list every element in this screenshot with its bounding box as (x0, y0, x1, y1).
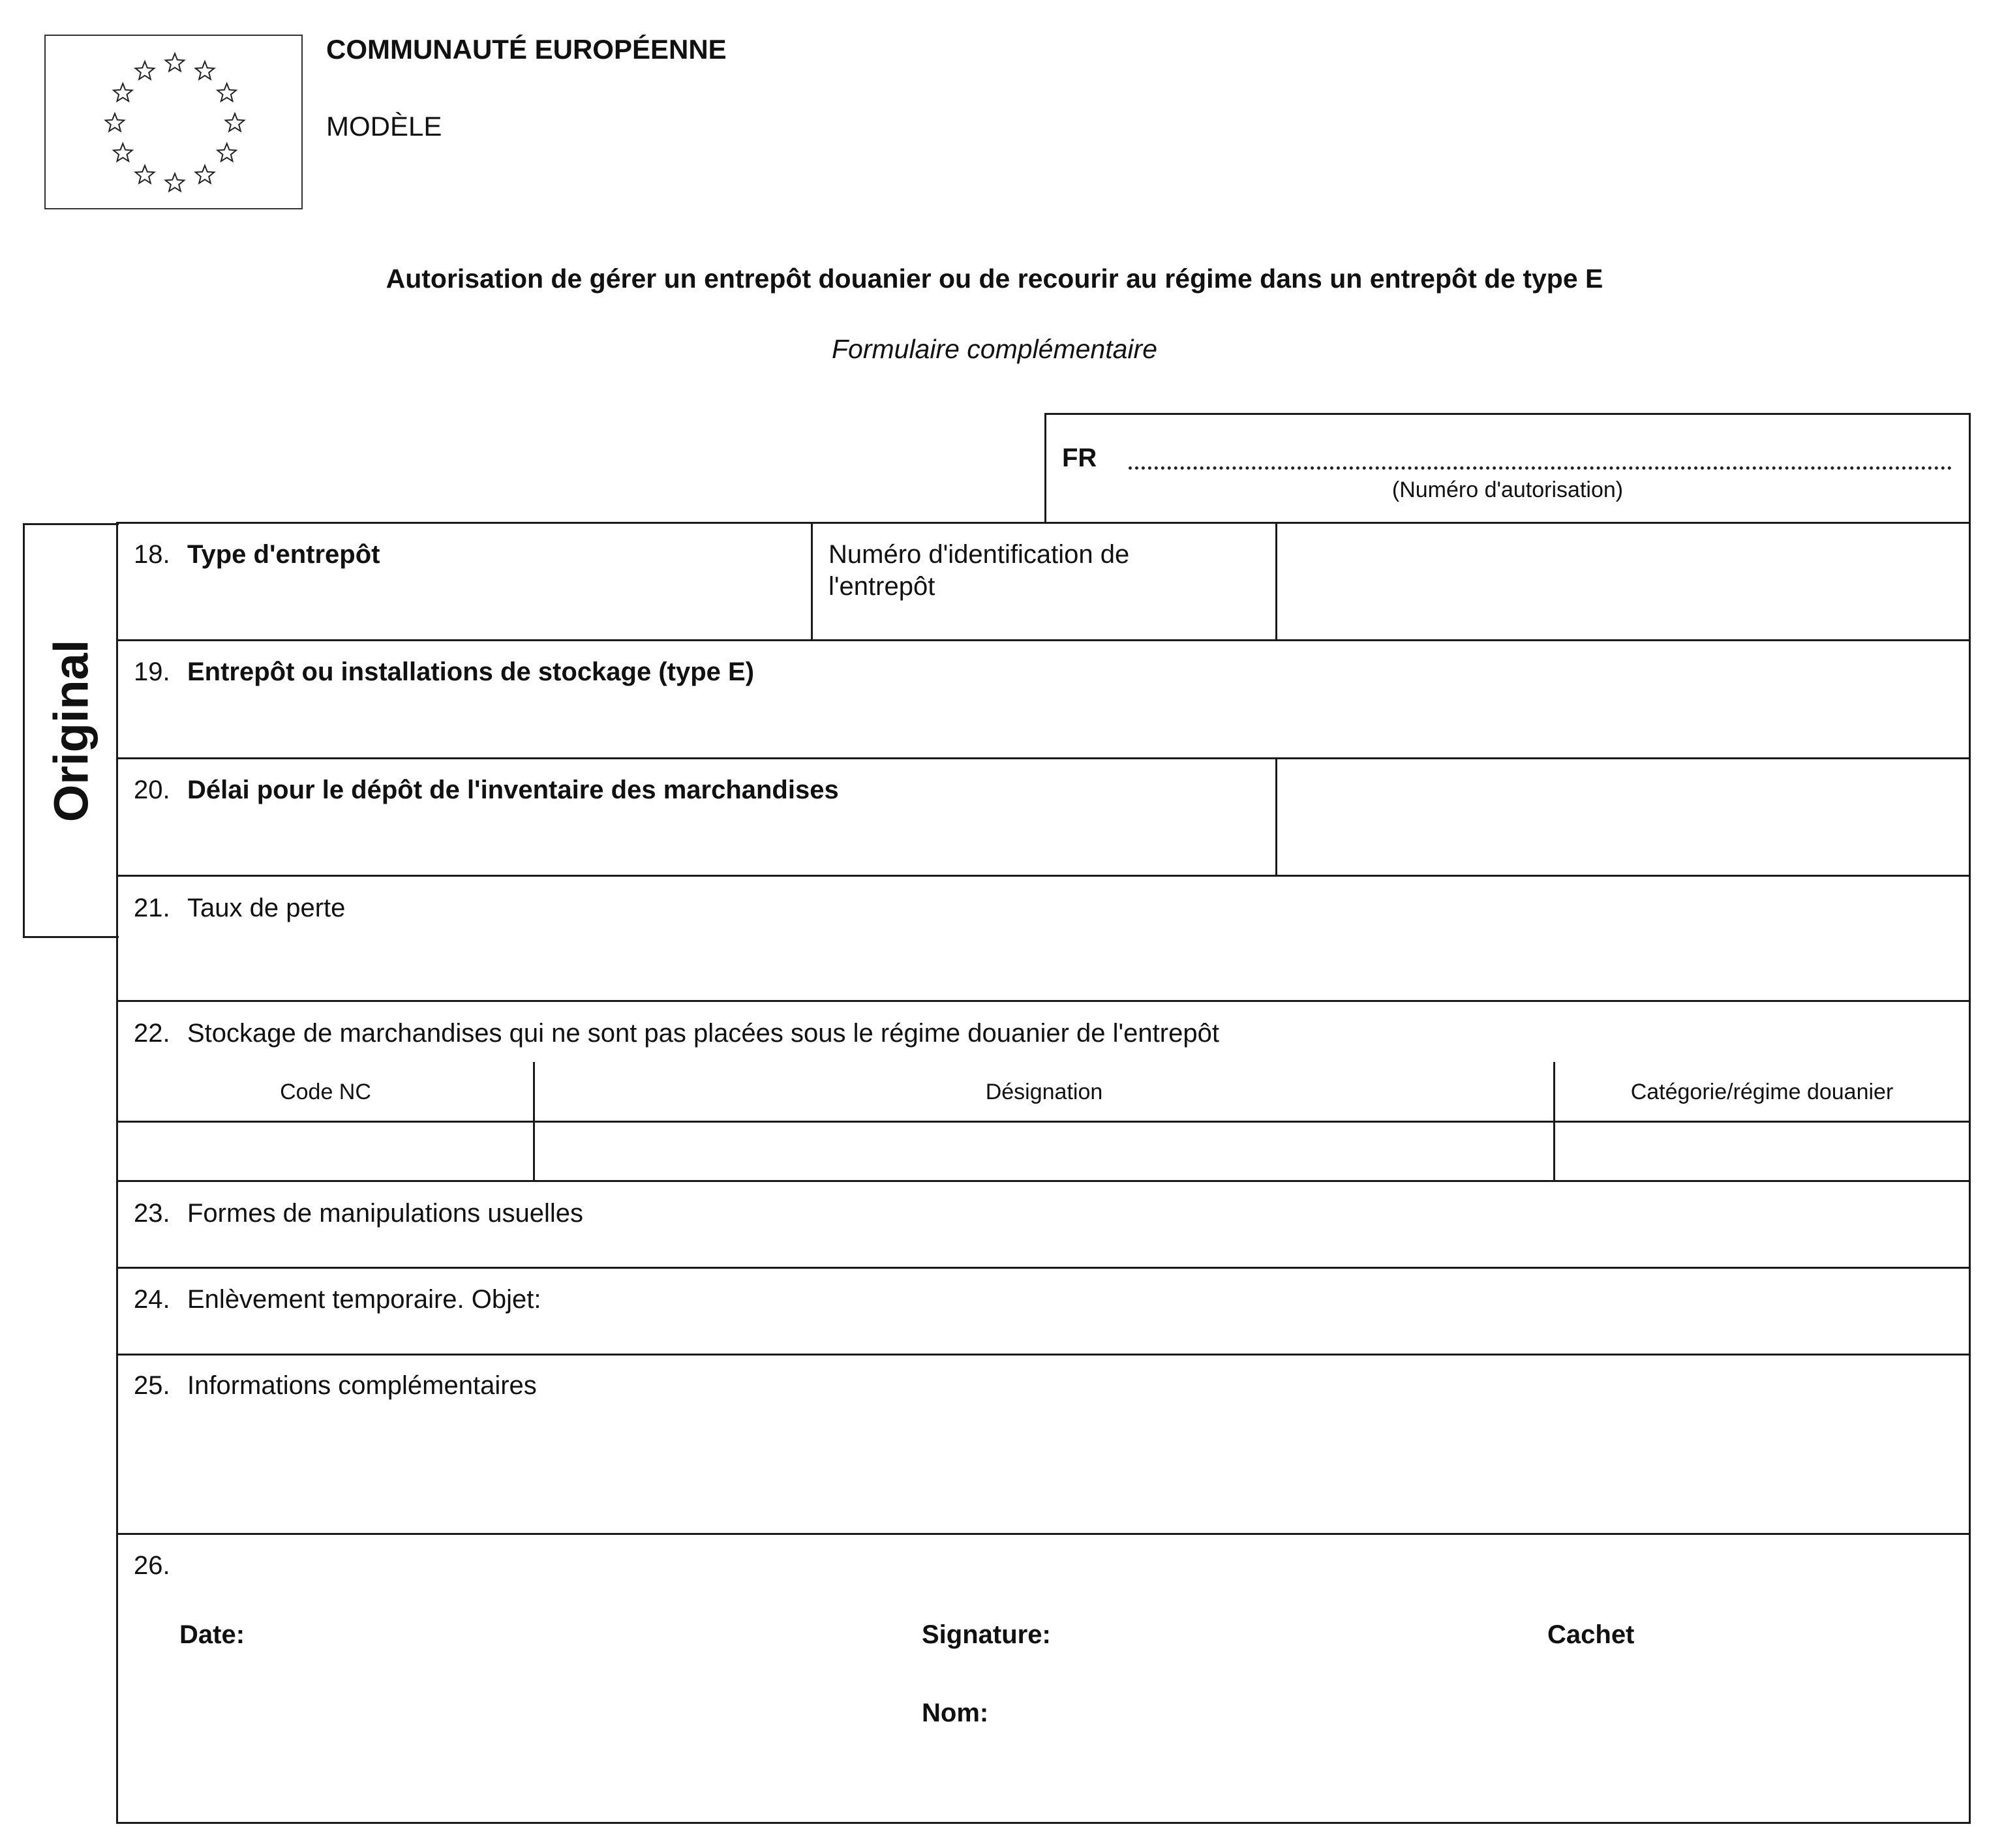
designation-cell[interactable] (535, 1123, 1553, 1180)
star-icon (106, 114, 125, 131)
section-26-number: 26. (134, 1551, 170, 1580)
inventory-deadline-field[interactable] (1277, 759, 1969, 875)
authorization-caption: (Numéro d'autorisation) (1391, 477, 1624, 502)
section-18-id-label-line2: l'entrepôt (828, 572, 935, 601)
column-header-designation: Désignation (985, 1080, 1103, 1104)
warehouse-type-field[interactable] (118, 568, 811, 639)
section-25-title: Informations complémentaires (187, 1371, 537, 1400)
section-25-number: 25. (134, 1371, 170, 1400)
star-icon (166, 174, 185, 191)
section-25-label (134, 1370, 537, 1401)
loss-rate-field[interactable] (118, 926, 1969, 999)
signature-field[interactable] (1070, 1611, 1513, 1657)
section-20-label (134, 774, 839, 806)
temporary-removal-field[interactable] (118, 1319, 1969, 1353)
header-community: COMMUNAUTÉ EUROPÉENNE (326, 34, 727, 65)
form-title: Autorisation de gérer un entrepôt douanier ou de recourir au régime dans un entrepôt de type E (386, 264, 1603, 294)
additional-info-field[interactable] (118, 1409, 1969, 1533)
section-22-label (134, 1018, 1219, 1049)
name-label: Nom: (922, 1699, 989, 1727)
date-label: Date: (179, 1620, 245, 1649)
warehouse-id-field[interactable] (1277, 524, 1969, 639)
section-23-label (134, 1198, 583, 1229)
handling-forms-field[interactable] (118, 1233, 1969, 1267)
section-23-title: Formes de manipulations usuelles (187, 1199, 583, 1228)
section-20-number: 20. (134, 776, 170, 804)
star-icon (196, 61, 215, 79)
section-18-number: 18. (134, 540, 170, 569)
star-icon (226, 114, 245, 131)
star-icon (196, 166, 215, 183)
column-header-category: Catégorie/régime douanier (1630, 1080, 1894, 1104)
star-icon (217, 83, 236, 101)
section-19-number: 19. (134, 658, 170, 686)
section-21-title: Taux de perte (187, 894, 346, 922)
original-label-wrap (23, 523, 119, 938)
col-divider (811, 522, 813, 641)
authorization-number-field[interactable] (1129, 466, 1952, 470)
section-24-title: Enlèvement temporaire. Objet: (187, 1285, 541, 1314)
eu-flag-icon (44, 35, 303, 209)
section-21-number: 21. (134, 894, 170, 922)
section-24-number: 24. (134, 1285, 170, 1314)
row-divider (116, 639, 1971, 641)
name-field[interactable] (1018, 1689, 1513, 1735)
section-21-label (134, 892, 345, 924)
section-18-title: Type d'entrepôt (187, 540, 380, 569)
star-icon (136, 61, 155, 79)
code-nc-cell[interactable] (118, 1123, 533, 1180)
date-field[interactable] (281, 1611, 868, 1657)
column-header-code-nc: Code NC (280, 1080, 371, 1104)
star-icon (166, 53, 185, 71)
star-icon (217, 144, 236, 161)
section-18-id-label-line1: Numéro d'identification de (828, 540, 1130, 569)
section-22-number: 22. (134, 1019, 170, 1048)
section-19-title: Entrepôt ou installations de stockage (type E) (187, 658, 755, 686)
row-divider (116, 875, 1971, 877)
row-divider (116, 1000, 1971, 1002)
row-divider (116, 1354, 1971, 1356)
authorization-prefix: FR (1062, 444, 1097, 472)
category-cell[interactable] (1555, 1123, 1969, 1180)
form-subtitle: Formulaire complémentaire (831, 334, 1157, 364)
header-model: MODÈLE (326, 111, 442, 142)
star-icon (114, 83, 132, 101)
section-23-number: 23. (134, 1199, 170, 1228)
row-divider (116, 1180, 1971, 1182)
row-divider (116, 1267, 1971, 1269)
section-24-label (134, 1284, 541, 1315)
signature-label: Signature: (922, 1620, 1051, 1649)
section-18-label (134, 539, 380, 570)
row-divider (116, 1533, 1971, 1535)
section-22-title: Stockage de marchandises qui ne sont pas placées sous le régime douanier de l'entrepôt (187, 1019, 1219, 1048)
star-icon (114, 144, 132, 161)
flag-stars (46, 36, 304, 211)
star-icon (136, 166, 155, 183)
section-20-title: Délai pour le dépôt de l'inventaire des marchandises (187, 776, 839, 804)
stamp-label: Cachet (1547, 1620, 1635, 1649)
section-19-label (134, 656, 754, 688)
storage-facilities-field[interactable] (118, 691, 1969, 757)
original-label: Original (44, 639, 99, 822)
